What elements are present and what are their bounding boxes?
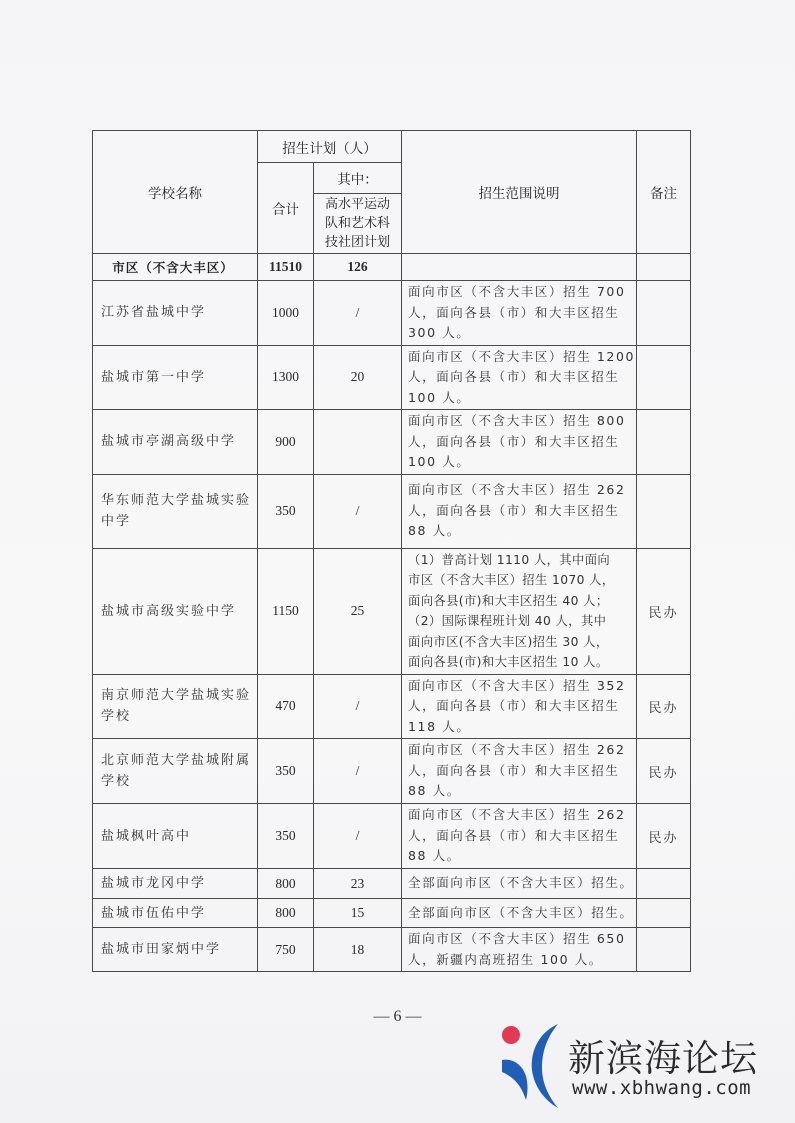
total-count: 900	[258, 410, 314, 475]
special-count: 23	[314, 869, 402, 899]
summary-scope	[402, 254, 637, 281]
table-row	[93, 869, 691, 899]
school-name: 盐城市第一中学	[93, 345, 258, 410]
table-row	[93, 281, 691, 346]
scope-line: 人，面向各县（市）和大丰区招生	[408, 502, 620, 518]
special-count: 20	[314, 345, 402, 410]
scope-description	[402, 410, 637, 475]
scope-line: 88 人。	[408, 783, 461, 799]
school-name: 南京师范大学盐城实验学校	[93, 674, 258, 739]
remark	[637, 474, 691, 548]
summary-name: 市区（不含大丰区）	[93, 254, 258, 281]
total-count: 800	[258, 899, 314, 928]
school-name: 盐城市田家炳中学	[93, 928, 258, 972]
scope-line: 人，面向各县（市）和大丰区招生	[408, 369, 620, 384]
scope-line: 人，面向各县（市）和大丰区招生	[408, 304, 620, 320]
scope-description	[402, 281, 637, 346]
header-scope: 招生范围说明	[402, 131, 637, 254]
total-count: 350	[258, 804, 314, 869]
header-remark: 备注	[637, 131, 691, 254]
header-total: 合计	[258, 163, 314, 254]
total-count: 1300	[258, 345, 314, 410]
table-row	[93, 410, 691, 475]
header-of-which: 其中：	[314, 163, 402, 194]
scope-line: 人，新疆内高班招生 100 人。	[408, 951, 603, 967]
scope-line: 面向市区（不含大丰区）招生 650	[408, 931, 626, 946]
total-count: 470	[258, 674, 314, 739]
scope-line: 88 人。	[408, 848, 461, 864]
scope-line: 面向市区(不含大丰区)招生 30 人，	[408, 634, 609, 649]
special-count: /	[314, 281, 402, 346]
scope-line: 面向市区（不含大丰区）招生 1200	[408, 348, 636, 364]
table-row	[93, 674, 691, 739]
site-logo-icon	[500, 1020, 560, 1110]
scope-description	[402, 345, 637, 410]
special-count: /	[314, 474, 402, 548]
scope-line: 面向市区（不含大丰区）招生 262	[408, 482, 626, 498]
scope-line: 全部面向市区（不含大丰区）招生。	[408, 875, 634, 891]
scope-line: 人，面向各县（市）和大丰区招生	[408, 762, 620, 778]
header-special-plan-line: 技社团计划	[324, 235, 390, 250]
special-count: 25	[314, 548, 402, 674]
scope-line: 100 人。	[408, 454, 471, 469]
special-count: /	[314, 804, 402, 869]
remark	[637, 899, 691, 928]
school-name: 盐城市高级实验中学	[93, 548, 258, 674]
page-number: — 6 —	[373, 1008, 422, 1025]
special-count	[314, 410, 402, 475]
school-name: 华东师范大学盐城实验中学	[93, 474, 258, 548]
school-name: 江苏省盐城中学	[93, 281, 258, 346]
remark	[637, 410, 691, 475]
scope-description	[402, 899, 637, 928]
table-row	[93, 804, 691, 869]
remark	[637, 281, 691, 346]
scope-line: 人，面向各县（市）和大丰区招生	[408, 698, 620, 713]
total-count: 350	[258, 474, 314, 548]
header-special-plan	[314, 194, 402, 254]
scope-description	[402, 674, 637, 739]
header-school-name: 学校名称	[93, 131, 258, 254]
header-special-plan-line: 队和艺术科	[324, 216, 390, 231]
header-special-plan-line: 高水平运动	[324, 197, 390, 212]
total-count: 1150	[258, 548, 314, 674]
school-name: 盐城市龙冈中学	[93, 869, 258, 899]
school-name: 盐城枫叶高中	[93, 804, 258, 869]
scope-line: （1）普高计划 1110 人，其中面向	[408, 552, 611, 567]
table-row	[93, 474, 691, 548]
enrollment-plan-table	[92, 130, 691, 972]
special-count: 15	[314, 899, 402, 928]
school-name: 北京师范大学盐城附属学校	[93, 739, 258, 804]
special-count: 18	[314, 928, 402, 972]
scope-description	[402, 548, 637, 674]
school-name: 盐城市伍佑中学	[93, 899, 258, 928]
site-url: www.xbhwang.com	[572, 1077, 752, 1099]
scope-line: 面向市区（不含大丰区）招生 352	[408, 677, 626, 693]
remark: 民办	[637, 548, 691, 674]
scope-line: 人，面向各县（市）和大丰区招生	[408, 827, 620, 843]
remark	[637, 345, 691, 410]
scope-line: （2）国际课程班计划 40 人，其中	[408, 614, 607, 628]
summary-row	[93, 254, 691, 281]
special-count: /	[314, 674, 402, 739]
scope-description	[402, 804, 637, 869]
scope-line: 人，面向各县（市）和大丰区招生	[408, 433, 620, 449]
total-count: 800	[258, 869, 314, 899]
scope-description	[402, 739, 637, 804]
summary-total: 11510	[258, 254, 314, 281]
scope-line: 全部面向市区（不含大丰区）招生。	[408, 904, 634, 920]
scope-line: 300 人。	[408, 325, 471, 340]
scope-description	[402, 869, 637, 899]
scope-line: 面向市区（不含大丰区）招生 262	[408, 742, 626, 758]
scope-line: 面向市区（不含大丰区）招生 262	[408, 807, 626, 823]
special-count: /	[314, 739, 402, 804]
scope-line: 118 人。	[408, 718, 471, 734]
summary-special: 126	[314, 254, 402, 281]
scope-line: 面向各县(市)和大丰区招生 40 人；	[408, 593, 609, 608]
school-name: 盐城市亭湖高级中学	[93, 410, 258, 475]
scope-description	[402, 474, 637, 548]
remark: 民办	[637, 674, 691, 739]
scope-line: 面向各县(市)和大丰区招生 10 人。	[408, 655, 609, 669]
summary-remark	[637, 254, 691, 281]
scope-line: 100 人。	[408, 389, 471, 405]
scope-line: 面向市区（不含大丰区）招生 800	[408, 413, 626, 428]
remark	[637, 869, 691, 899]
table-row	[93, 928, 691, 972]
table-row	[93, 345, 691, 410]
total-count: 350	[258, 739, 314, 804]
total-count: 750	[258, 928, 314, 972]
scope-line: 面向市区（不含大丰区）招生 700	[408, 284, 626, 299]
site-watermark	[500, 1020, 790, 1120]
remark: 民办	[637, 804, 691, 869]
table-row	[93, 899, 691, 928]
remark	[637, 928, 691, 972]
table-row	[93, 548, 691, 674]
remark: 民办	[637, 739, 691, 804]
site-name: 新滨海论坛	[568, 1037, 758, 1080]
header-plan-group: 招生计划（人）	[258, 131, 402, 163]
scope-description	[402, 928, 637, 972]
total-count: 1000	[258, 281, 314, 346]
scope-line: 市区（不含大丰区）招生 1070 人，	[408, 573, 615, 587]
scope-line: 88 人。	[408, 523, 461, 539]
table-row	[93, 739, 691, 804]
